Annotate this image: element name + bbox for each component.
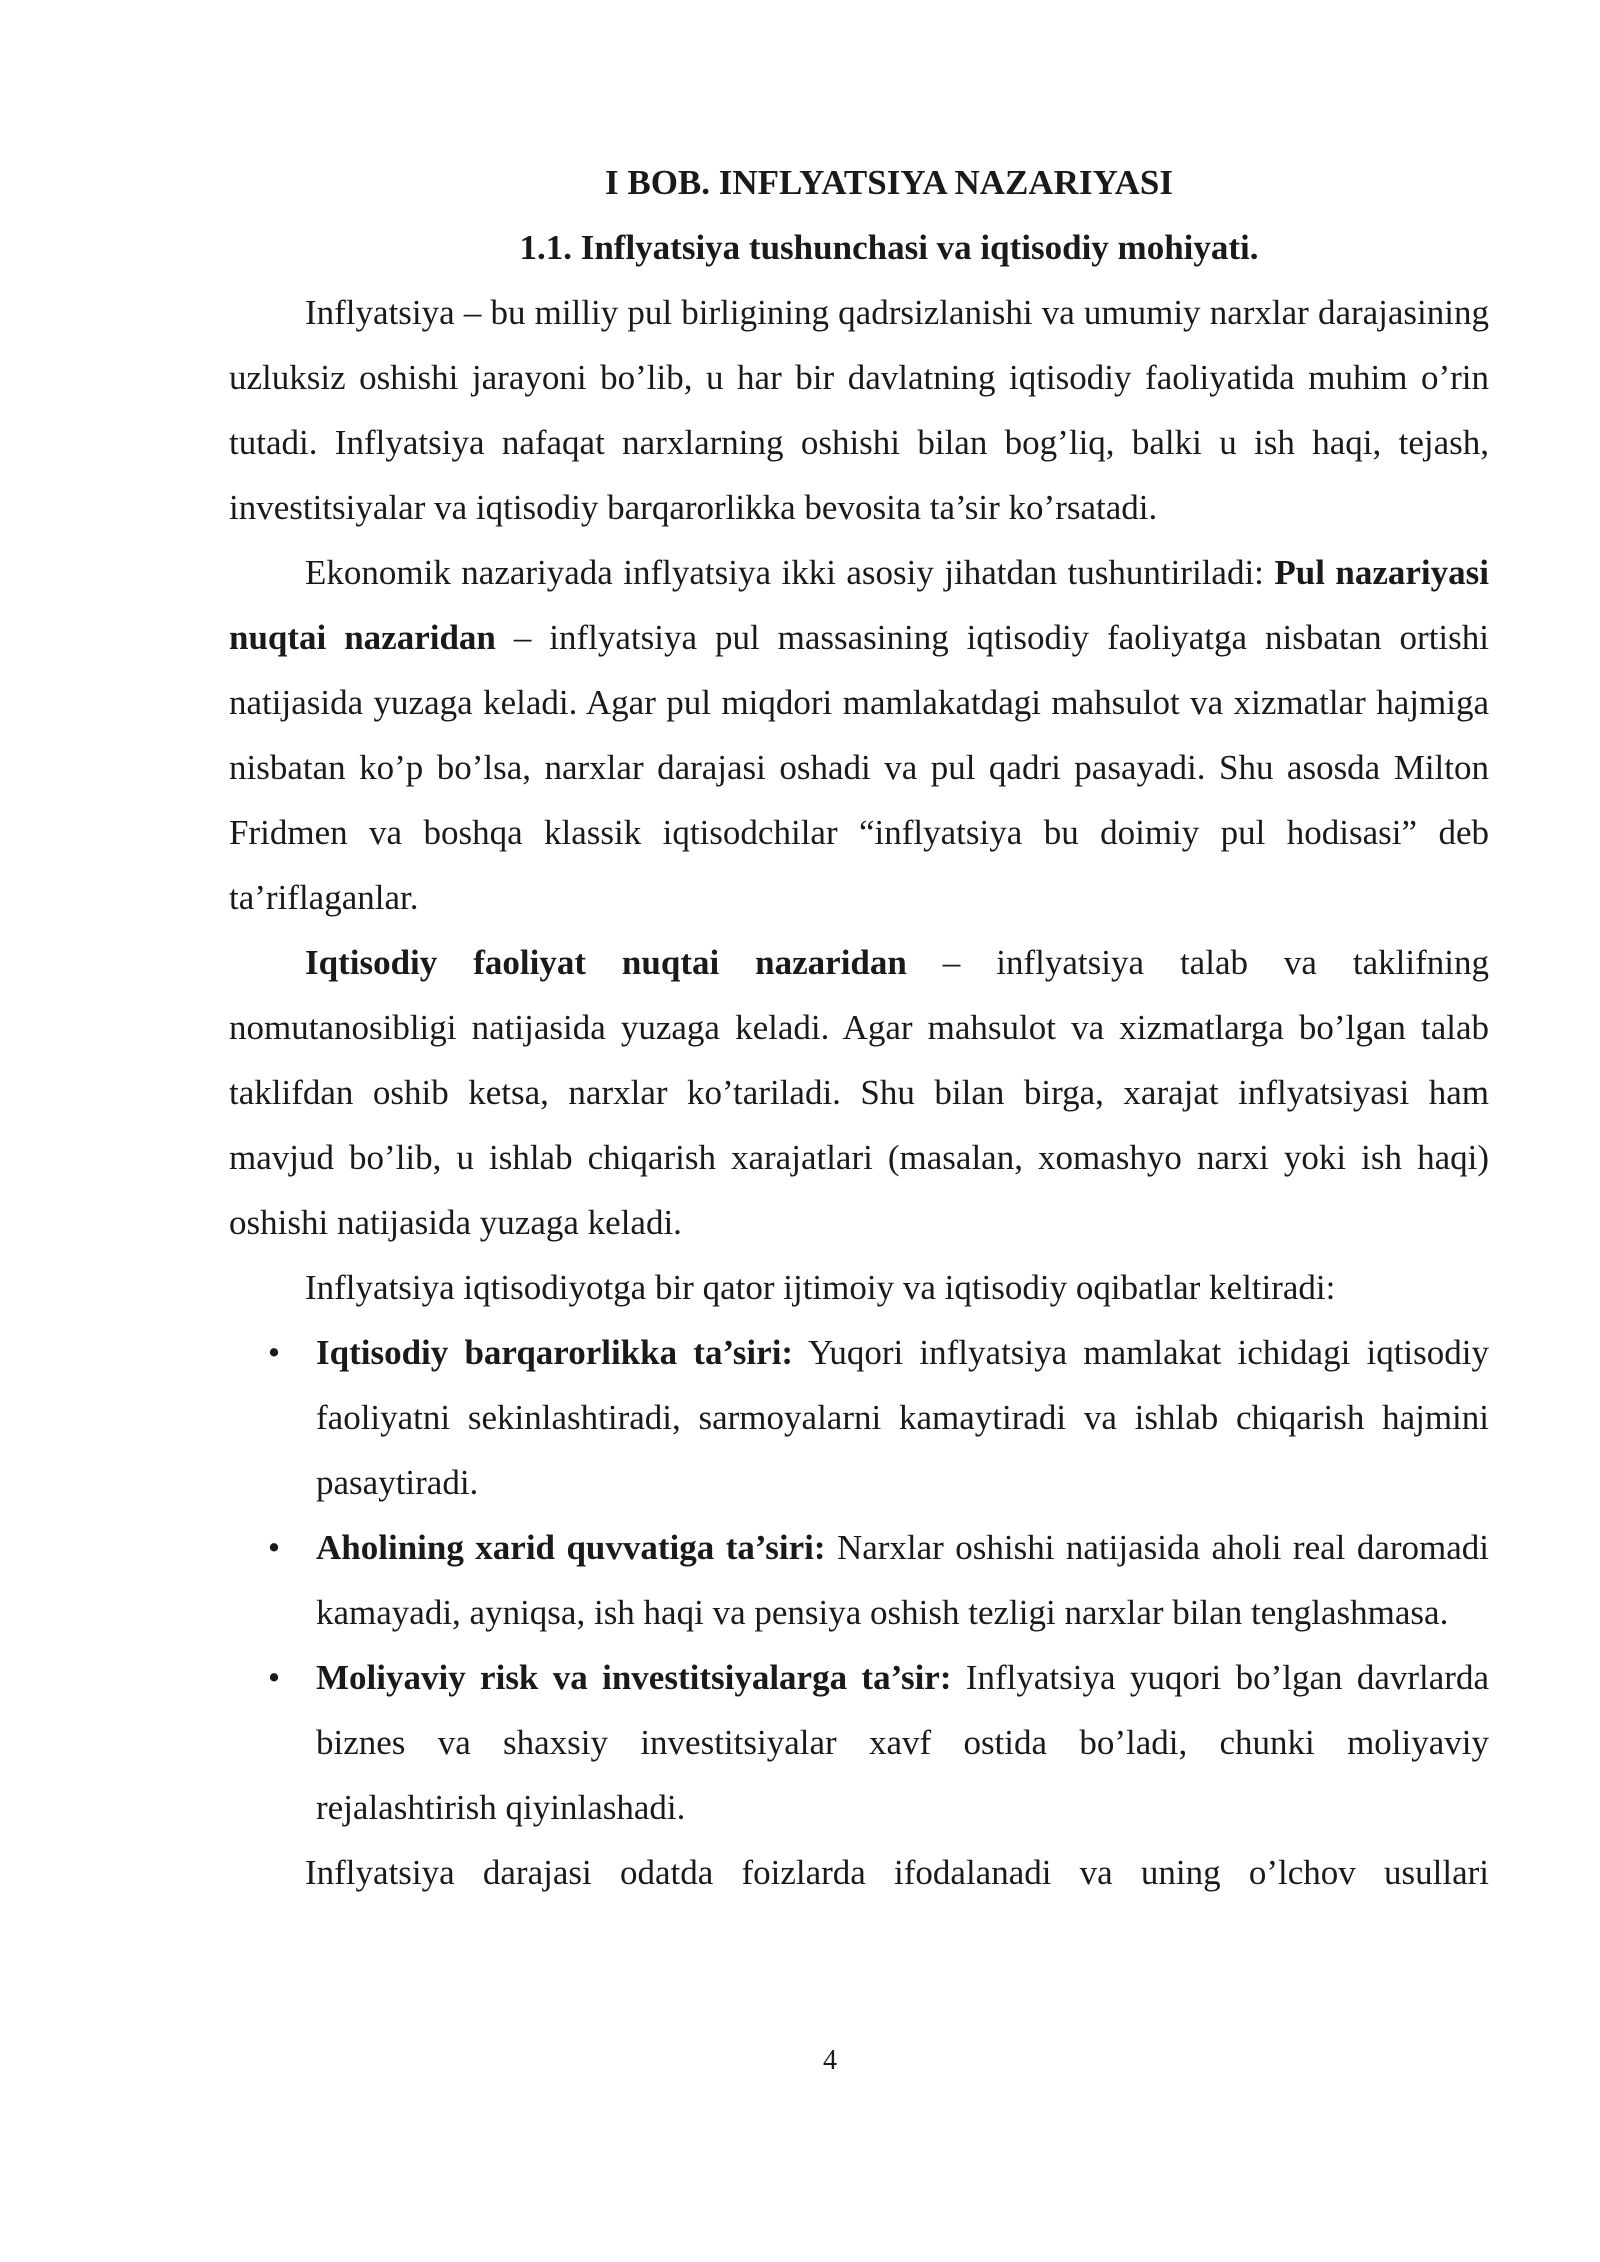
bold-term-monetary: Pul nazariyasi nuqtai nazaridan xyxy=(229,553,1489,657)
consequences-list xyxy=(229,1320,1489,1840)
list-item-heading: Moliyaviy risk va investitsiyalarga ta’sir: xyxy=(316,1658,952,1697)
paragraph-measurement: Inflyatsiya darajasi odatda foizlarda ifodalanadi va uning o’lchov usullari xyxy=(305,1853,1489,1892)
list-item-heading: Iqtisodiy barqarorlikka ta’siri: xyxy=(316,1333,794,1372)
list-item-heading: Aholining xarid quvvatiga ta’siri: xyxy=(316,1528,826,1567)
paragraph-economic-activity xyxy=(229,930,1489,1255)
bullet-icon: • xyxy=(267,1333,281,1372)
paragraph-definition: Inflyatsiya – bu milliy pul birligining qadrsizlanishi va umumiy narxlar darajasining uzluksiz oshishi jarayoni bo’lib, u har bir davlatning iqtisodiy faoliyatida muhim o’rin tutadi. Inflyatsiya nafaqat narxlarning oshishi bilan bog’liq, balki u ish haqi, tejash, investitsiyalar va iqtisodiy barqarorlikka bevosita ta’sir ko’rsatadi. xyxy=(229,293,1489,527)
paragraph-body-text: – inflyatsiya pul massasining iqtisodiy faoliyatga nisbatan ortishi natijasida yuzaga keladi. Agar pul miqdori mamlakatdagi mahsulot va xizmatlar hajmiga nisbatan ko’p bo’lsa, narxlar darajasi oshadi va pul qadri pasayadi. Shu asosda Milton Fridmen va boshqa klassik iqtisodchilar “inflyatsiya bu doimiy pul hodisasi” deb ta’riflaganlar. xyxy=(229,618,1489,917)
section-title: 1.1. Inflyatsiya tushunchasi va iqtisodiy mohiyati. xyxy=(519,228,1259,267)
list-item-text: Inflyatsiya yuqori bo’lgan davrlarda biznes va shaxsiy investitsiyalar xavf ostida bo’ladi, chunki moliyaviy rejalashtirish qiyinlashadi. xyxy=(316,1658,1489,1827)
paragraph-body-text: – inflyatsiya talab va taklifning nomutanosibligi natijasida yuzaga keladi. Agar mahsulot va xizmatlarga bo’lgan talab taklifdan oshib ketsa, narxlar ko’tariladi. Shu bilan birga, xarajat inflyatsiyasi ham mavjud bo’lib, u ishlab chiqarish xarajatlari (masalan, xomashyo narxi yoki ish haqi) oshishi natijasida yuzaga keladi. xyxy=(229,943,1489,1242)
chapter-title: I BOB. INFLYATSIYA NAZARIYASI xyxy=(604,163,1173,202)
bold-term-economic-activity: Iqtisodiy faoliyat nuqtai nazaridan xyxy=(305,943,907,982)
document-page xyxy=(229,150,1489,1905)
list-item xyxy=(229,1645,1489,1840)
list-item-text: Narxlar oshishi natijasida aholi real daromadi kamayadi, ayniqsa, ish haqi va pensiya oshish tezligi narxlar bilan tenglashmasa. xyxy=(316,1528,1489,1632)
paragraph-consequences-intro: Inflyatsiya iqtisodiyotga bir qator ijtimoiy va iqtisodiy oqibatlar keltiradi: xyxy=(305,1268,1336,1307)
bullet-icon: • xyxy=(267,1528,281,1567)
paragraph-monetary-theory xyxy=(229,540,1489,930)
page-number: 4 xyxy=(823,2045,837,2076)
paragraph-intro-text: Ekonomik nazariyada inflyatsiya ikki asosiy jihatdan tushuntiriladi: xyxy=(305,553,1275,592)
list-item xyxy=(229,1515,1489,1645)
list-item xyxy=(229,1320,1489,1515)
list-item-text: Yuqori inflyatsiya mamlakat ichidagi iqtisodiy faoliyatni sekinlashtiradi, sarmoyalarni kamaytiradi va ishlab chiqarish hajmini pasaytiradi. xyxy=(316,1333,1489,1502)
bullet-icon: • xyxy=(267,1658,281,1697)
